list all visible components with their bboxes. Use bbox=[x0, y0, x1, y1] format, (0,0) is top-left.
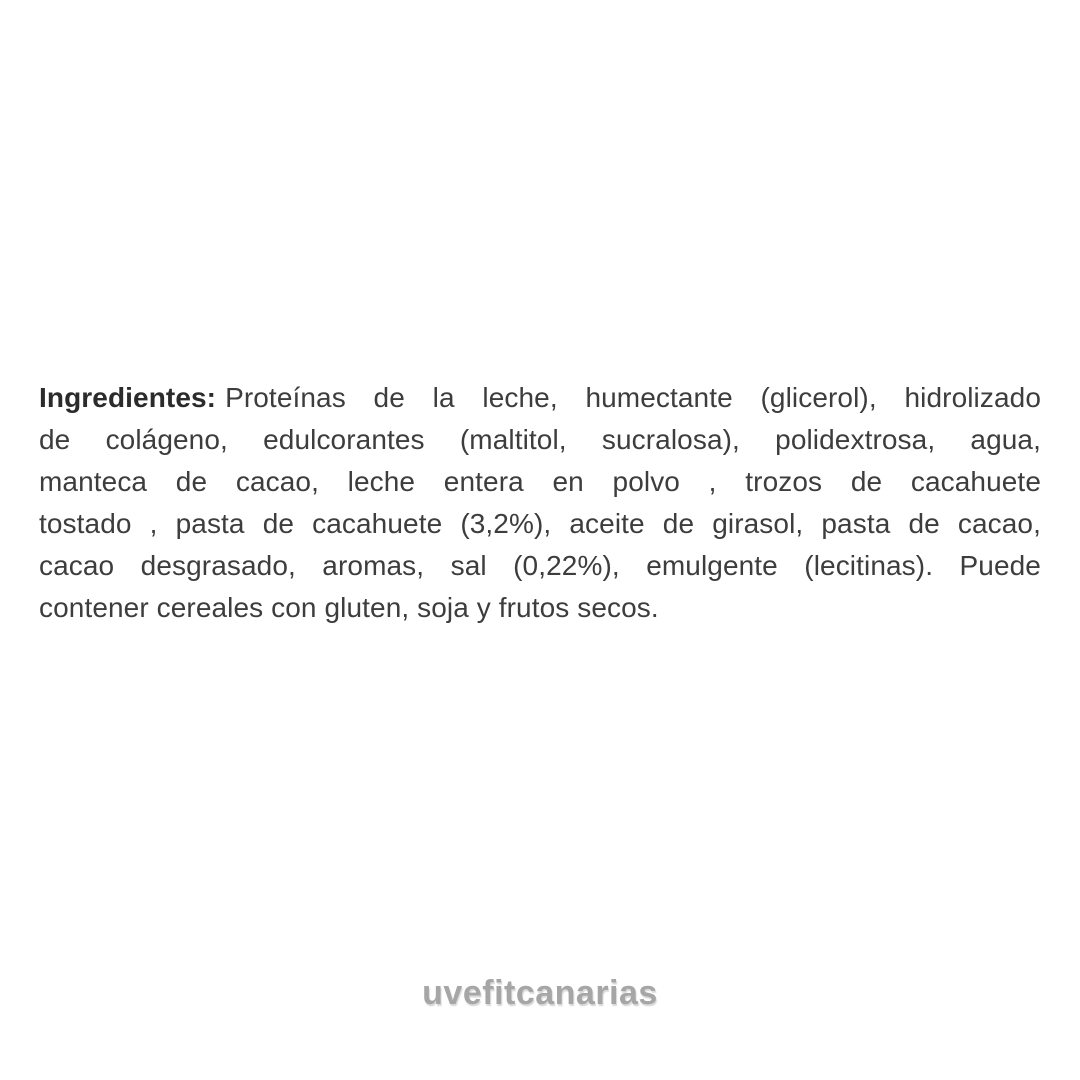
ingredients-label: Ingredientes: bbox=[39, 382, 217, 413]
ingredients-line: manteca de cacao, leche entera en polvo , trozos de cacahuete bbox=[39, 466, 1041, 497]
ingredients-line: contener cereales con gluten, soja y frutos secos. bbox=[39, 592, 659, 623]
watermark-text: uvefitcanarias bbox=[422, 974, 658, 1012]
ingredients-line-text: Proteínas de la leche, humectante (glicerol), hidrolizado bbox=[225, 382, 1041, 413]
ingredients-line: de colágeno, edulcorantes (maltitol, sucralosa), polidextrosa, agua, bbox=[39, 424, 1041, 455]
ingredients-line: tostado , pasta de cacahuete (3,2%), aceite de girasol, pasta de cacao, bbox=[39, 508, 1041, 539]
ingredients-line: cacao desgrasado, aromas, sal (0,22%), emulgente (lecitinas). Puede bbox=[39, 550, 1041, 581]
ingredients-paragraph bbox=[39, 377, 1041, 629]
ingredients-line bbox=[39, 377, 1041, 419]
